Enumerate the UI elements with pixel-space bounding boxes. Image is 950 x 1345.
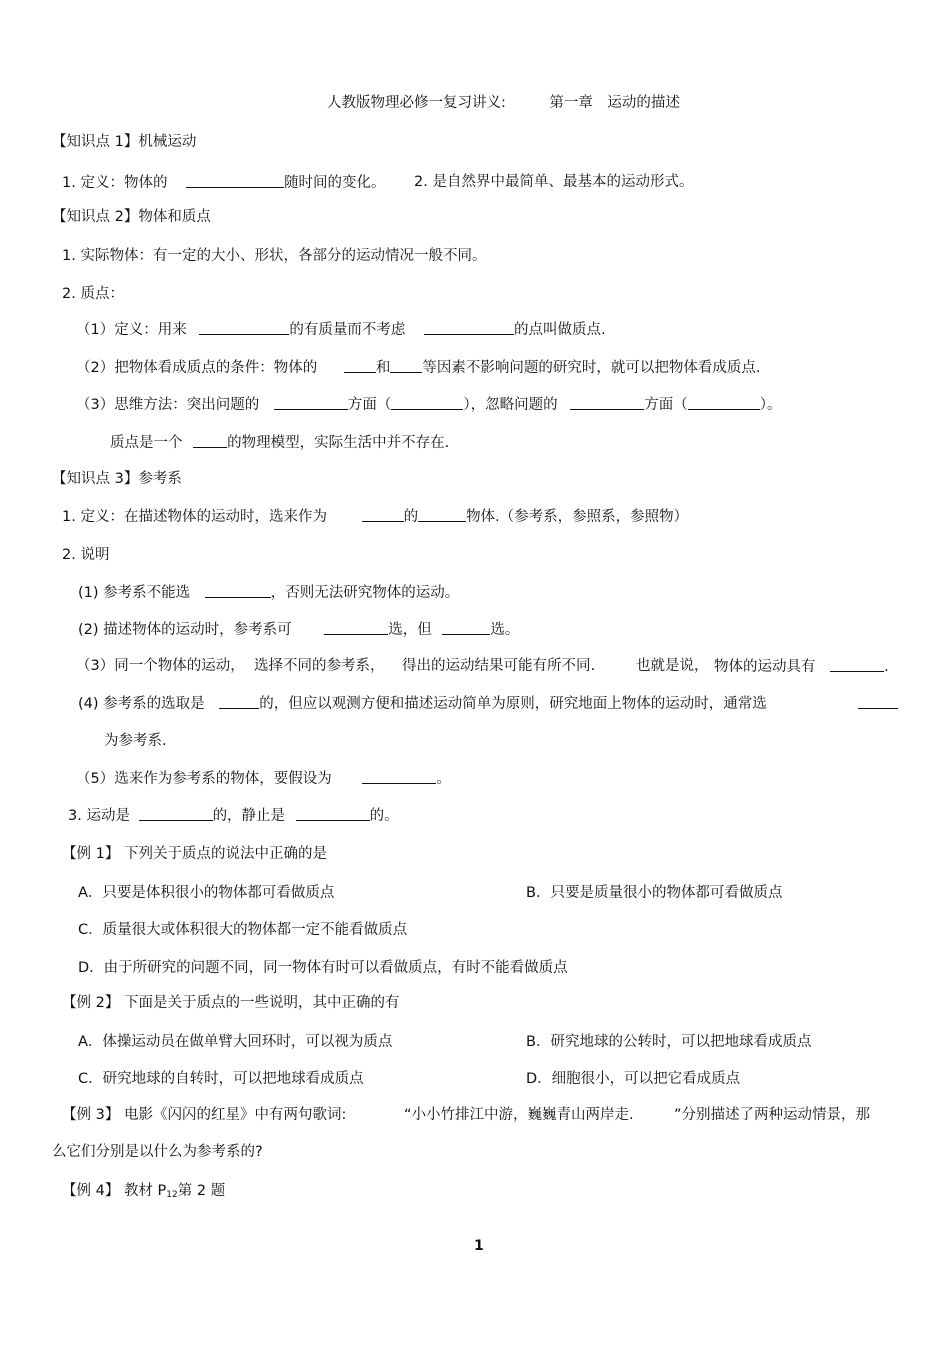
blank-line	[858, 693, 898, 709]
k2-sub-2	[76, 357, 760, 378]
k1-item-1	[62, 172, 386, 193]
k2-model-post: 的物理模型，实际生活中并不存在.	[227, 435, 450, 451]
k3-point-3	[68, 805, 399, 826]
blank-line	[362, 768, 436, 784]
example-3-part-a: 【例 3】 电影《闪闪的红星》中有两句歌词:	[62, 1107, 347, 1123]
blank-line	[186, 172, 284, 188]
k3-definition	[62, 506, 688, 527]
blank-line	[205, 582, 271, 598]
k3-def-pre: 1. 定义：在描述物体的运动时，选来作为	[62, 509, 327, 525]
k3-n1-pre: (1) 参考系不能选	[78, 585, 191, 601]
k2-s3-a: 方面（	[347, 397, 392, 413]
blank-line	[424, 319, 514, 335]
example-1-option-a: A．只要是体积很小的物体都可看做质点	[78, 885, 335, 901]
k3-note-3-b: 选择不同的参考系，	[254, 658, 385, 674]
blank-line	[830, 656, 884, 672]
k2-s2-post: 等因素不影响问题的研究时，就可以把物体看成质点.	[422, 360, 761, 376]
k3-n2-mid: 选，但	[388, 622, 432, 638]
example-1-question: 【例 1】 下列关于质点的说法中正确的是	[62, 846, 327, 862]
blank-line	[344, 357, 376, 373]
blank-line	[362, 506, 404, 522]
example-2-option-c: C．研究地球的自转时，可以把地球看成质点	[78, 1071, 364, 1087]
k3-note-5	[76, 768, 451, 789]
k3-note-4	[78, 693, 767, 714]
k3-note-3-d: 也就是说，	[636, 658, 709, 674]
example-4-pre: 【例 4】 教材 P	[62, 1183, 167, 1199]
k3-n2-post: 选。	[490, 622, 520, 638]
example-4	[62, 1181, 225, 1205]
example-2-option-d: D．细胞很小，可以把它看成质点	[526, 1071, 741, 1087]
k2-model-pre: 质点是一个	[110, 435, 183, 451]
blank-line	[391, 394, 463, 410]
blank-line	[570, 394, 644, 410]
k3-n2-pre: (2) 描述物体的运动时，参考系可	[78, 622, 292, 638]
k3-def-post: 物体.（参考系，参照系，参照物）	[466, 509, 689, 525]
blank-line	[688, 394, 760, 410]
example-3-lyrics: “小小竹排江中游，巍巍青山两岸走.	[404, 1107, 634, 1123]
example-1-option-d: D．由于所研究的问题不同，同一物体有时可以看做质点，有时不能看做质点	[78, 960, 568, 976]
blank-line	[418, 506, 466, 522]
k1-item-2: 2. 是自然界中最简单、最基本的运动形式。	[414, 174, 694, 190]
example-3-part-c: ”分别描述了两种运动情景，那	[674, 1107, 871, 1123]
k3-n1-post: ，否则无法研究物体的运动。	[270, 585, 460, 601]
section-heading-1: 【知识点 1】机械运动	[52, 134, 197, 150]
example-1-option-b: B．只要是质量很小的物体都可看做质点	[526, 885, 783, 901]
k3-n3-e: 物体的运动具有	[714, 659, 816, 675]
section-heading-3: 【知识点 3】参考系	[52, 471, 182, 487]
example-3-line-2: 么它们分别是以什么为参考系的?	[52, 1144, 263, 1160]
example-4-post: 第 2 题	[177, 1183, 226, 1199]
k3-note-3-a: （3）同一个物体的运动，	[76, 658, 245, 674]
blank-line	[199, 319, 289, 335]
blank-line	[193, 432, 227, 448]
blank-line	[139, 805, 213, 821]
k2-s3-b: ），忽略问题的	[463, 397, 558, 413]
k3-p3-pre: 3. 运动是	[68, 808, 130, 824]
example-2-option-b: B．研究地球的公转时，可以把地球看成质点	[526, 1034, 812, 1050]
k3-note: 2. 说明	[62, 547, 110, 563]
k2-s2-and: 和	[375, 360, 391, 376]
blank-line	[274, 394, 348, 410]
k3-note-3-c: 得出的运动结果可能有所不同.	[402, 658, 596, 674]
k3-n5-post: 。	[436, 771, 451, 787]
k2-s3-pre: （3）思维方法：突出问题的	[76, 397, 260, 413]
k3-note-4-blank	[858, 693, 898, 714]
k2-s1-mid: 的有质量而不考虑	[289, 322, 406, 338]
k3-p3-post: 的。	[369, 808, 399, 824]
example-1-option-c: C．质量很大或体积很大的物体都一定不能看做质点	[78, 922, 408, 938]
k2-s2-pre: （2）把物体看成质点的条件：物体的	[76, 360, 318, 376]
k2-s3-d: ）。	[759, 397, 782, 413]
k3-note-4-line2: 为参考系.	[104, 733, 167, 749]
k2-model	[110, 432, 449, 453]
k2-item-1: 1. 实际物体：有一定的大小、形状，各部分的运动情况一般不同。	[62, 248, 487, 264]
k2-sub-1	[76, 319, 606, 340]
k2-s1-pre: （1）定义：用来	[76, 322, 187, 338]
k3-n3-end: .	[884, 659, 889, 675]
example-2-question: 【例 2】 下面是关于质点的一些说明，其中正确的有	[62, 995, 400, 1011]
section-heading-2: 【知识点 2】物体和质点	[52, 209, 211, 225]
page-title: 人教版物理必修一复习讲义: 第一章 运动的描述	[327, 95, 680, 111]
k3-note-1	[78, 582, 459, 603]
blank-line	[219, 693, 259, 709]
k3-def-mid: 的	[403, 509, 419, 525]
k1-item1-pre: 1. 定义：物体的	[62, 175, 168, 191]
k3-note-2	[78, 619, 519, 640]
blank-line	[442, 619, 490, 635]
k2-s3-c: 方面（	[644, 397, 688, 413]
k1-item1-post: 随时间的变化。	[284, 175, 386, 191]
k3-n4-mid: 的，但应以观测方便和描述运动简单为原则，研究地面上物体的运动时，通常选	[259, 696, 767, 712]
blank-line	[390, 357, 422, 373]
k2-sub-3	[76, 394, 781, 415]
k3-n4-pre: (4) 参考系的选取是	[78, 696, 205, 712]
k2-item-2: 2. 质点：	[62, 286, 124, 302]
k3-p3-mid: 的，静止是	[212, 808, 286, 824]
example-2-option-a: A．体操运动员在做单臂大回环时，可以视为质点	[78, 1034, 393, 1050]
k2-s1-post: 的点叫做质点.	[513, 322, 606, 338]
blank-line	[324, 619, 388, 635]
k3-note-3-e	[714, 656, 889, 677]
example-4-subscript: 12	[166, 1190, 178, 1200]
blank-line	[296, 805, 370, 821]
k3-n5-pre: （5）选来作为参考系的物体，要假设为	[76, 771, 332, 787]
page-number: 1	[474, 1238, 484, 1254]
